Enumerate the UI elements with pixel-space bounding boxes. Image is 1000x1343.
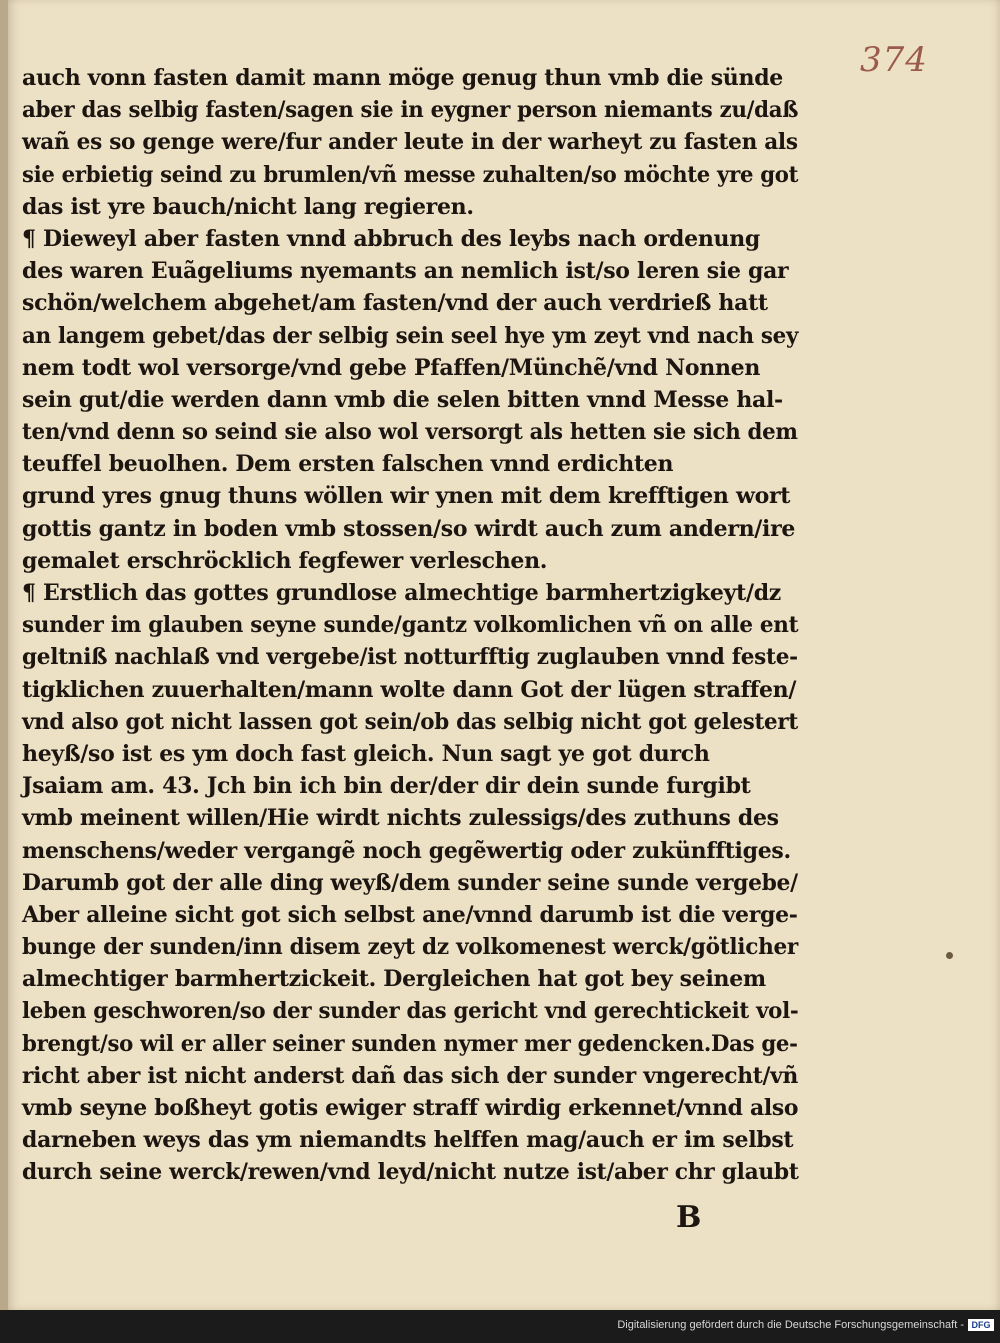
signature-mark: B	[676, 1200, 702, 1235]
text-line: richt aber ist nicht anderst dañ das sich der sunder vngerecht/vñ	[22, 1062, 798, 1089]
text-line: geltniß nachlaß vnd vergebe/ist notturfftig zuglauben vnnd feste-	[22, 644, 798, 671]
folio-number: 374	[860, 40, 928, 80]
text-line: leben geschworen/so der sunder das gericht vnd gerechtickeit vol-	[22, 998, 799, 1025]
text-line: gemalet erschröcklich fegfewer verleschen.	[22, 547, 548, 574]
text-line: schön/welchem abgehet/am fasten/vnd der auch verdrieß hatt	[22, 290, 768, 317]
page-gutter	[0, 0, 8, 1310]
text-line: Jsaiam am. 43. Jch bin ich bin der/der dir dein sunde furgibt	[22, 773, 751, 800]
text-line: gottis gantz in boden vmb stossen/so wirdt auch zum andern/ire	[22, 515, 796, 542]
text-line: tigklichen zuuerhalten/mann wolte dann Got der lügen straffen/	[22, 676, 797, 703]
text-line: grund yres gnug thuns wöllen wir ynen mit dem krefftigen wort	[22, 483, 791, 510]
text-line: wañ es so genge were/fur ander leute in der warheyt zu fasten als	[22, 129, 798, 156]
text-line: sunder im glauben seyne sunde/gantz volkomlichen vñ on alle ent	[22, 612, 799, 639]
text-line: vmb meinent willen/Hie wirdt nichts zulessigs/des zuthuns des	[22, 805, 779, 832]
text-line: Darumb got der alle ding weyß/dem sunder seine sunde vergebe/	[22, 869, 798, 896]
dfg-logo-icon: DFG	[968, 1319, 994, 1331]
text-line: durch seine werck/rewen/vnd leyd/nicht nutze ist/aber chr glaubt	[22, 1159, 799, 1186]
text-line: ten/vnd denn so seind sie also wol versorgt als hetten sie sich dem	[22, 419, 798, 446]
footer-bar	[0, 1310, 1000, 1343]
page-text	[22, 62, 799, 1189]
text-line: menschens/weder vergangẽ noch gegẽwertig oder zukünfftiges.	[22, 837, 791, 864]
text-line: vmb seyne boßheyt gotis ewiger straff wirdig erkennet/vnnd also	[22, 1095, 799, 1121]
text-line: heyß/so ist es ym doch fast gleich. Nun sagt ye got durch	[22, 740, 710, 767]
ink-spot	[946, 952, 953, 959]
text-line: almechtiger barmhertzickeit. Dergleichen hat got bey seinem	[22, 966, 766, 993]
text-line: nem todt wol versorge/vnd gebe Pfaffen/Münchẽ/vnd Nonnen	[22, 354, 761, 381]
text-line: auch vonn fasten damit mann möge genug thun vmb die sünde	[22, 65, 783, 91]
text-line: ¶ Erstlich das gottes grundlose almechtige barmhertzigkeyt/dz	[22, 580, 781, 606]
text-line: Aber alleine sicht got sich selbst ane/vnnd darumb ist die verge-	[22, 901, 798, 928]
text-line: brengt/so wil er aller seiner sunden nymer mer gedencken.Das ge-	[22, 1030, 798, 1057]
text-line: teuffel beuolhen. Dem ersten falschen vnnd erdichten	[22, 451, 674, 478]
funding-credit: Digitalisierung gefördert durch die Deutsche Forschungsgemeinschaft -	[617, 1319, 964, 1331]
text-line: aber das selbig fasten/sagen sie in eygner person niemants zu/daß	[22, 97, 799, 124]
text-line: des waren Euãgeliums nyemants an nemlich ist/so leren sie gar	[22, 258, 789, 285]
text-line: bunge der sunden/inn disem zeyt dz volkomenest werck/götlicher	[22, 934, 799, 961]
text-line: darneben weys das ym niemandts helffen mag/auch er im selbst	[22, 1127, 794, 1154]
text-line: sie erbietig seind zu brumlen/vñ messe zuhalten/so möchte yre got	[22, 161, 799, 188]
text-line: an langem gebet/das der selbig sein seel hye ym zeyt vnd nach sey	[22, 322, 799, 349]
text-line: vnd also got nicht lassen got sein/ob das selbig nicht got gelestert	[22, 708, 798, 735]
text-line: ¶ Dieweyl aber fasten vnnd abbruch des leybs nach ordenung	[22, 225, 761, 252]
text-line: sein gut/die werden dann vmb die selen bitten vnnd Messe hal-	[22, 386, 783, 413]
text-line: das ist yre bauch/nicht lang regieren.	[22, 193, 474, 220]
